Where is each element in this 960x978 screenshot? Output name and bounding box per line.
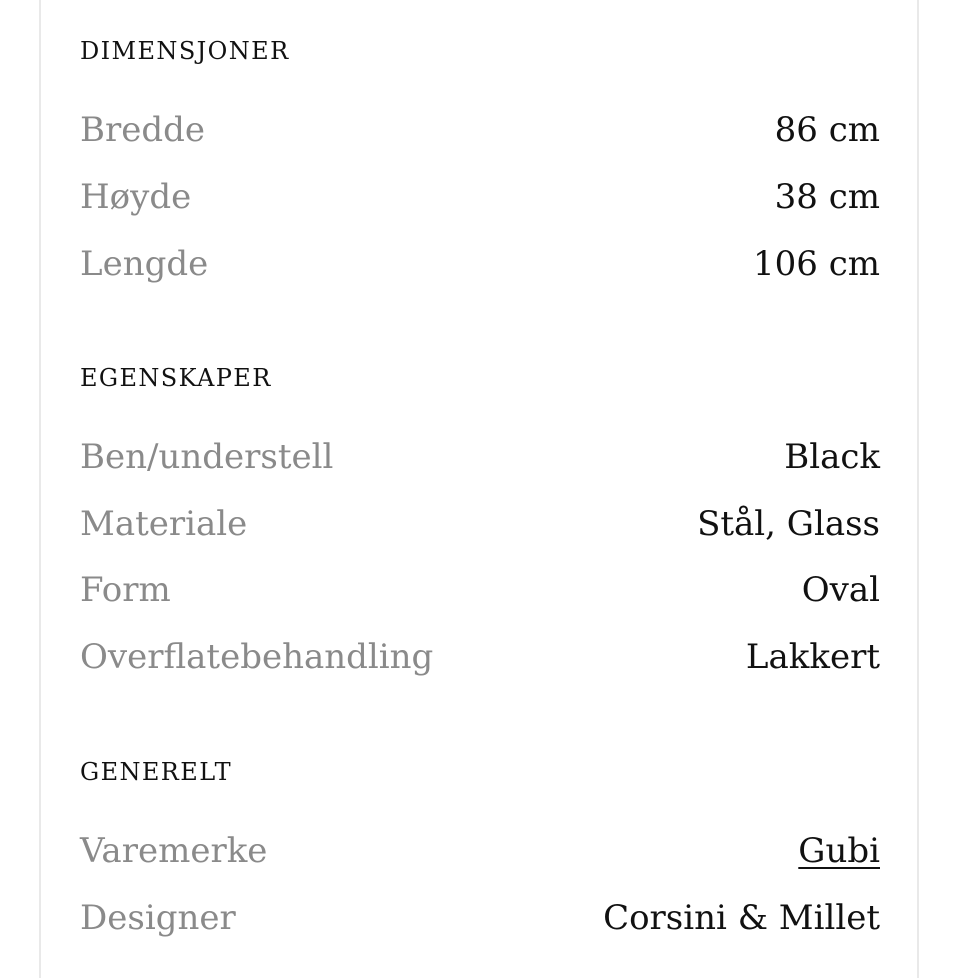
spec-row-brand — [80, 829, 880, 873]
spec-row-shape — [80, 568, 880, 612]
spec-row-finish — [80, 635, 880, 679]
spec-label: Form — [80, 570, 171, 610]
section-title-general: GENERELT — [80, 758, 232, 786]
spec-row-designer — [80, 896, 880, 940]
section-title-dimensions: DIMENSJONER — [80, 37, 290, 65]
spec-value: Stål, Glass — [697, 504, 880, 544]
spec-row-legs — [80, 435, 880, 479]
spec-value: Black — [784, 437, 880, 477]
spec-value: Oval — [801, 570, 880, 610]
spec-value: 106 cm — [753, 244, 880, 284]
spec-row-material — [80, 502, 880, 546]
spec-value: Lakkert — [745, 637, 880, 677]
spec-label: Materiale — [80, 504, 248, 544]
spec-row-height — [80, 175, 880, 219]
spec-label: Høyde — [80, 177, 192, 217]
spec-value: 38 cm — [774, 177, 880, 217]
spec-label: Ben/understell — [80, 437, 334, 477]
spec-row-width — [80, 108, 880, 152]
section-title-properties: EGENSKAPER — [80, 364, 272, 392]
spec-label: Lengde — [80, 244, 209, 284]
spec-label: Varemerke — [80, 831, 268, 871]
spec-label: Overflatebehandling — [80, 637, 434, 677]
spec-row-length — [80, 242, 880, 286]
spec-value: Corsini & Millet — [603, 898, 880, 938]
spec-value: 86 cm — [774, 110, 880, 150]
spec-label: Designer — [80, 898, 236, 938]
spec-label: Bredde — [80, 110, 206, 150]
brand-link[interactable]: Gubi — [798, 831, 880, 871]
